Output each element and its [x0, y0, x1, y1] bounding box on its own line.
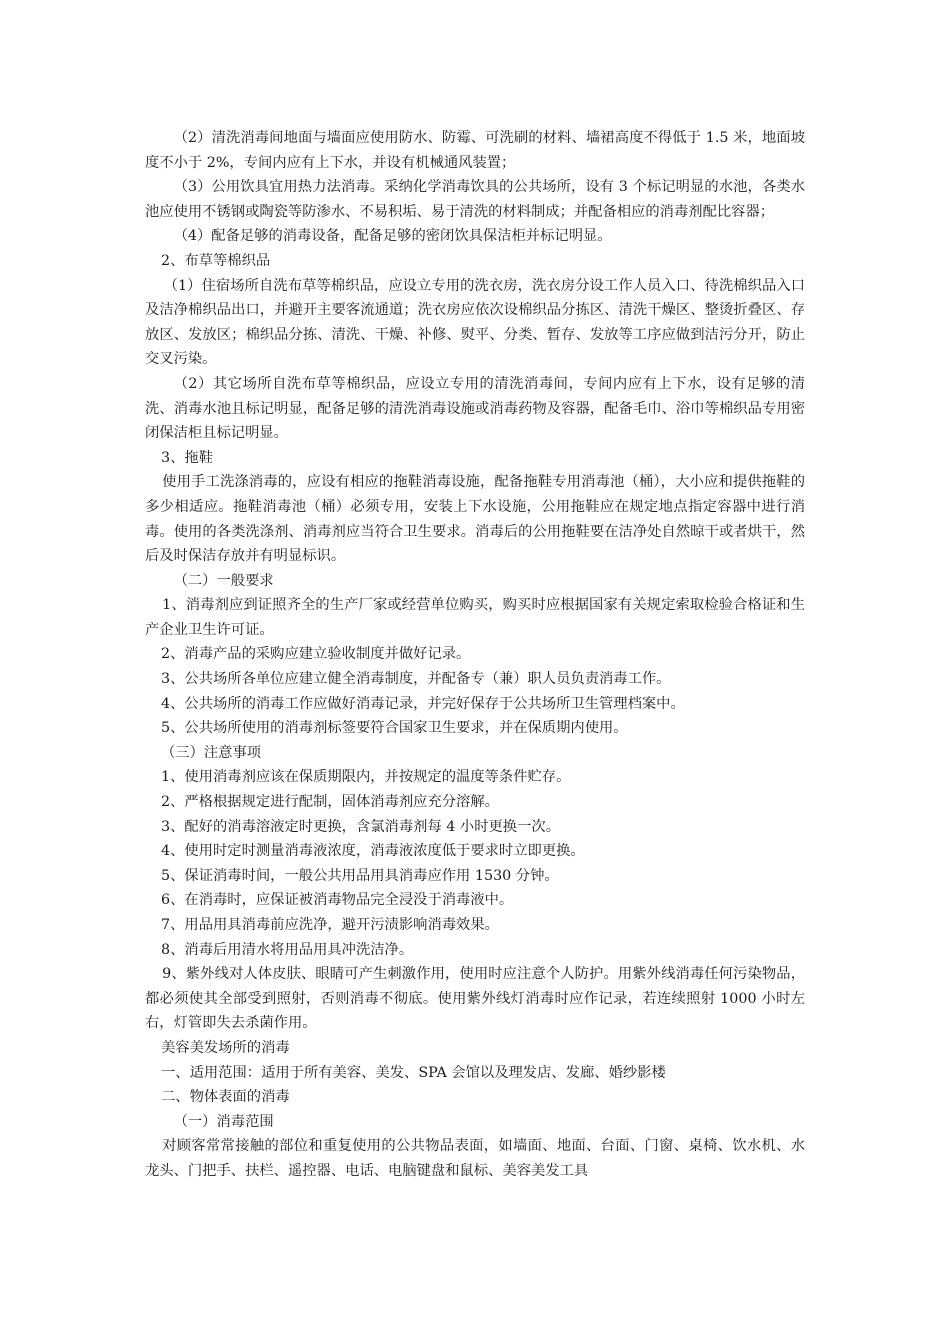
paragraph: （4）配备足够的消毒设备，配备足够的密闭饮具保洁柜并标记明显。: [173, 228, 612, 245]
section-heading: 3、拖鞋: [161, 449, 213, 466]
list-item: 3、配好的消毒溶液定时更换，含氯消毒剂每 4 小时更换一次。: [161, 818, 560, 835]
list-item: 8、消毒后用清水将用品用具冲洗洁净。: [161, 941, 414, 958]
list-item: 1、使用消毒剂应该在保质期限内，并按规定的温度等条件贮存。: [161, 769, 571, 786]
section-heading: 一、适用范围：适用于所有美容、美发、SPA 会馆以及理发店、发廊、婚纱影楼: [161, 1064, 666, 1081]
paragraph: （3）公用饮具宜用热力法消毒。采纳化学消毒饮具的公共场所，设有 3 个标记明显的水池，各类水池应使用不锈钢或陶瓷等防渗水、不易积垢、易于清洗的材料制成；并配备相应的消毒剂配比容器；: [145, 179, 805, 220]
document-page: [145, 126, 805, 1184]
paragraph: 对顾客常常接触的部位和重复使用的公共物品表面，如墙面、地面、台面、门窗、桌椅、饮水机、水龙头、门把手、扶栏、遥控器、电话、电脑键盘和鼠标、美容美发工具: [145, 1138, 805, 1179]
section-heading: （二）一般要求: [173, 572, 274, 589]
list-item: 6、在消毒时，应保证被消毒物品完全浸没于消毒液中。: [161, 892, 514, 909]
section-heading: （三）注意事项: [161, 744, 262, 761]
paragraph: （2）清洗消毒间地面与墙面应使用防水、防霉、可洗刷的材料、墙裙高度不得低于 1.5 米，地面坡度不小于 2%，专间内应有上下水，并设有机械通风装置；: [145, 130, 805, 171]
paragraph: （2）其它场所自洗布草等棉织品，应设立专用的清洗消毒间，专间内应有上下水，设有足够的清洗、消毒水池且标记明显，配备足够的清洗消毒设施或消毒药物及容器，配备毛巾、浴巾等棉织品专用密闭保洁柜且标记明显。: [145, 375, 805, 442]
list-item: 4、使用时定时测量消毒液浓度，消毒液浓度低于要求时立即更换。: [161, 843, 585, 860]
paragraph: 使用手工洗涤消毒的，应设有相应的拖鞋消毒设施，配备拖鞋专用消毒池（桶），大小应和提供拖鞋的多少相适应。拖鞋消毒池（桶）必须专用，安装上下水设施，公用拖鞋应在规定地点指定容器中进行消毒。使用的各类洗涤剂、消毒剂应当符合卫生要求。消毒后的公用拖鞋要在洁净处自然晾干或者烘干，然后及时保洁存放并有明显标识。: [145, 474, 805, 565]
section-heading: 2、布草等棉织品: [161, 252, 271, 269]
list-item: 1、消毒剂应到证照齐全的生产厂家或经营单位购买，购买时应根据国家有关规定索取检验合格证和生产企业卫生许可证。: [145, 597, 805, 638]
list-item: 2、消毒产品的采购应建立验收制度并做好记录。: [161, 646, 471, 663]
list-item: 2、严格根据规定进行配制，固体消毒剂应充分溶解。: [161, 794, 499, 811]
list-item: 7、用品用具消毒前应洗净，避开污渍影响消毒效果。: [161, 917, 499, 933]
section-heading: 美容美发场所的消毒: [161, 1039, 290, 1056]
section-heading: （一）消毒范围: [173, 1113, 274, 1130]
paragraph: （1）住宿场所自洗布草等棉织品，应设立专用的洗衣房，洗衣房分设工作人员入口、待洗棉织品入口及洁净棉织品出口，并避开主要客流通道；洗衣房应依次设棉织品分拣区、清洗干燥区、整烫折叠区、存放区、发放区；棉织品分拣、清洗、干燥、补修、熨平、分类、暂存、发放等工序应做到洁污分开，防止交叉污染。: [145, 277, 805, 368]
list-item: 4、公共场所的消毒工作应做好消毒记录，并完好保存于公共场所卫生管理档案中。: [161, 695, 685, 712]
section-heading: 二、物体表面的消毒: [161, 1089, 290, 1106]
list-item: 5、公共场所使用的消毒剂标签要符合国家卫生要求，并在保质期内使用。: [161, 720, 628, 737]
list-item: 9、紫外线对人体皮肤、眼睛可产生刺激作用，使用时应注意个人防护。用紫外线消毒任何污染物品，都必须使其全部受到照射，否则消毒不彻底。使用紫外线灯消毒时应作记录，若连续照射 1000 小时左右，灯管即失去杀菌作用。: [145, 966, 805, 1032]
list-item: 5、保证消毒时间，一般公共用品用具消毒应作用 1530 分钟。: [161, 867, 559, 884]
list-item: 3、公共场所各单位应建立健全消毒制度，并配备专（兼）职人员负责消毒工作。: [161, 671, 671, 688]
